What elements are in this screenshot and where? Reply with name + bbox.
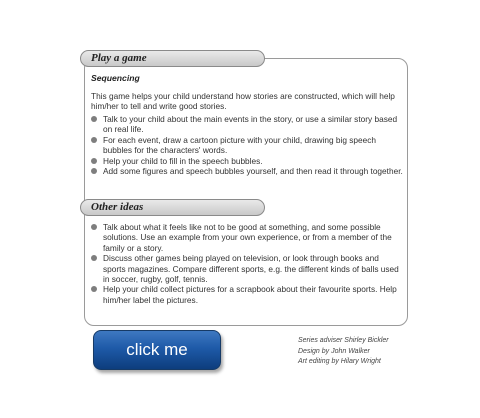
section-heading-text: Play a game bbox=[91, 52, 147, 64]
bullet-dot-icon bbox=[91, 255, 97, 261]
list-item-text: For each event, draw a cartoon picture with your child, drawing big speech bubbles for the characters' words. bbox=[103, 134, 377, 156]
list-item bbox=[91, 166, 403, 176]
list-item-text: Add some figures and speech bubbles yourself, and then read it through together. bbox=[103, 166, 403, 177]
list-item-text: Talk to your child about the main events in the story, or use a similar story based on real life. bbox=[103, 114, 398, 135]
list-item bbox=[91, 114, 403, 135]
section-heading-text: Other ideas bbox=[91, 201, 144, 213]
click-me-button[interactable]: click me bbox=[93, 330, 221, 370]
subheading-sequencing: Sequencing bbox=[91, 73, 140, 83]
list-item-text: Talk about what it feels like not to be good at something, and some possible solutions. Use an example from your own experience, or from a member of the family or a story. bbox=[103, 222, 392, 253]
other-ideas-list bbox=[91, 222, 403, 305]
credits bbox=[298, 336, 389, 368]
credit-art-editing: Art editing by Hilary Wright bbox=[298, 358, 381, 366]
bullet-dot-icon bbox=[91, 158, 97, 164]
list-item bbox=[91, 222, 403, 253]
list-item-text: Discuss other games being played on television, or look through books and sports magazines. Compare different sports, e.g. the different kinds of balls used in soccer, rugby, golf, tennis. bbox=[103, 253, 399, 285]
list-item-text: Help your child to fill in the speech bubbles. bbox=[103, 155, 263, 166]
section-heading-other-ideas bbox=[80, 199, 265, 216]
list-item bbox=[91, 253, 403, 284]
bullet-dot-icon bbox=[91, 224, 97, 230]
credit-series-adviser: Series adviser Shirley Bickler bbox=[298, 337, 389, 344]
section-heading-play-a-game bbox=[80, 50, 265, 67]
game-steps-list bbox=[91, 114, 403, 176]
bullet-dot-icon bbox=[91, 168, 97, 174]
intro-paragraph: This game helps your child understand how stories are constructed, which will help him/her to tell and write good stories. bbox=[91, 91, 395, 112]
credit-design: Design by John Walker bbox=[298, 347, 370, 355]
list-item bbox=[91, 156, 403, 166]
bullet-dot-icon bbox=[91, 137, 97, 143]
list-item-text: Help your child collect pictures for a scrapbook about their favourite sports. Help him/her label the pictures. bbox=[103, 284, 397, 305]
list-item bbox=[91, 135, 403, 156]
list-item bbox=[91, 284, 403, 305]
bullet-dot-icon bbox=[91, 116, 97, 122]
bullet-dot-icon bbox=[91, 286, 97, 292]
